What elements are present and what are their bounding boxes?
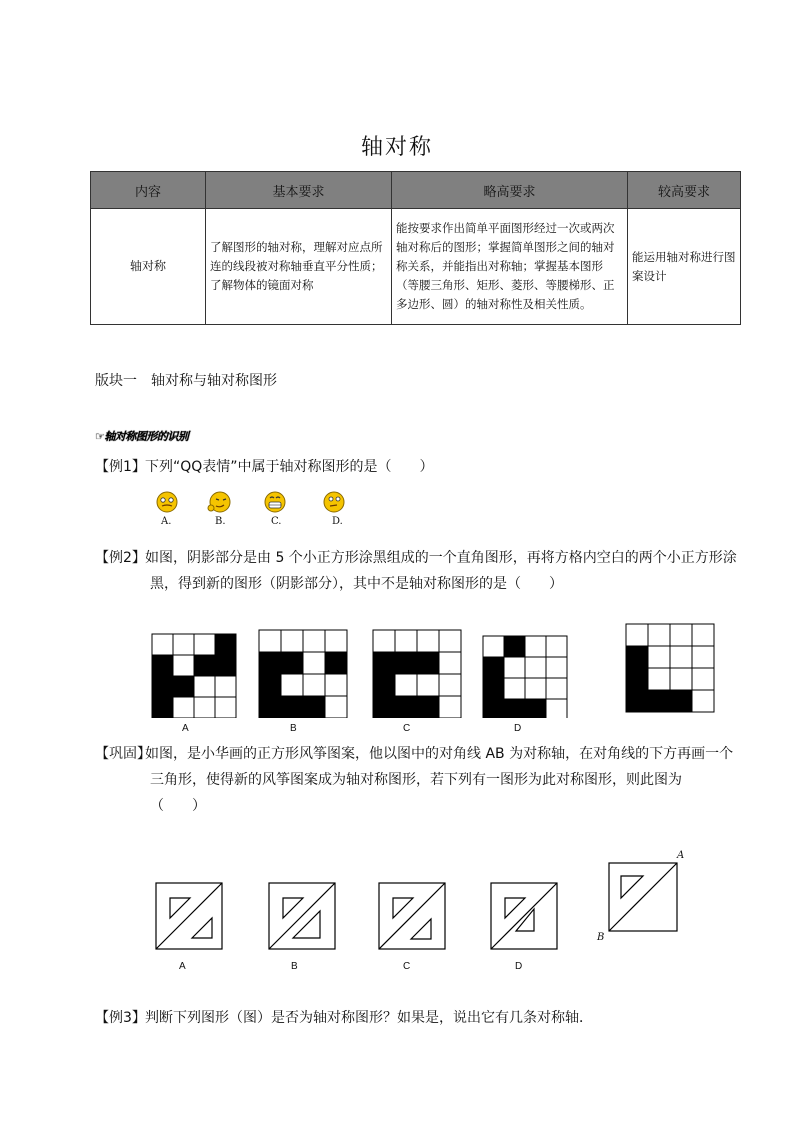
table-row: [91, 209, 741, 325]
shaded-cell: [525, 699, 546, 718]
q4-text: 判断下列图形（图）是否为轴对称图形？如果是，说出它有几条对称轴．: [145, 1010, 593, 1026]
q3-label-d: D: [515, 961, 523, 972]
shaded-cell: [325, 652, 347, 674]
header-higher: 略高要求: [392, 172, 628, 209]
q1-option-d: D.: [332, 516, 343, 527]
q1-text: 下列“QQ表情”中属于轴对称图形的是（ ）: [145, 459, 434, 475]
grid-cell: [173, 655, 194, 676]
q3-label-a: A: [179, 961, 186, 972]
grid-cell: [439, 696, 461, 718]
grid-figure-1: [152, 634, 236, 718]
grid-cell: [303, 630, 325, 652]
q2-label-d: D: [514, 723, 522, 734]
table-header-row: [91, 172, 741, 209]
grid-cell: [303, 674, 325, 696]
grid-cell: [692, 668, 714, 690]
shaded-cell: [626, 646, 648, 668]
q2-line2: 黑，得到新的图形（阴影部分），其中不是轴对称图形的是（ ）: [150, 576, 563, 592]
shaded-cell: [417, 696, 439, 718]
shaded-cell: [259, 696, 281, 718]
grid-cell: [546, 678, 567, 699]
qq-emoticons: [150, 488, 368, 532]
grid-cell: [173, 697, 194, 718]
grid-cell: [395, 674, 417, 696]
grid-cell: [417, 630, 439, 652]
grid-cell: [692, 646, 714, 668]
shaded-cell: [483, 657, 504, 678]
shaded-cell: [373, 652, 395, 674]
q3-figure-a: [156, 883, 222, 949]
q2-tag: 【例2】: [95, 550, 146, 566]
shaded-cell: [648, 690, 670, 712]
shaded-cell: [215, 655, 236, 676]
q3-line1: 如图，是小华画的正方形风筝图案，他以图中的对角线 AB 为对称轴，在对角线的下方再画一个: [145, 746, 734, 762]
shaded-cell: [152, 676, 173, 697]
grid-cell: [194, 676, 215, 697]
header-content: 内容: [91, 172, 206, 209]
q3-point-b: B: [597, 932, 605, 943]
grid-cell: [194, 634, 215, 655]
grid-cell: [152, 634, 173, 655]
grid-cell: [648, 646, 670, 668]
emoticon-c-icon: [265, 492, 285, 512]
q3-label-c: C: [403, 961, 411, 972]
q3-point-a: A: [677, 850, 685, 861]
question-2: [95, 545, 737, 571]
grid-figure-4: [483, 636, 567, 718]
q3-kite-figures: [150, 845, 710, 955]
grid-cell: [546, 636, 567, 657]
grid-figure-3: [373, 630, 461, 718]
grid-cell: [325, 696, 347, 718]
grid-cell: [173, 634, 194, 655]
grid-cell: [504, 678, 525, 699]
grid-figure-2: [259, 630, 347, 718]
grid-cell: [194, 697, 215, 718]
q1-option-c: C.: [271, 516, 282, 527]
grid-cell: [546, 699, 567, 718]
question-3: [95, 741, 733, 767]
shaded-cell: [259, 674, 281, 696]
shaded-cell: [194, 655, 215, 676]
grid-cell: [670, 646, 692, 668]
grid-cell: [648, 624, 670, 646]
grid-cell: [325, 674, 347, 696]
shaded-cell: [504, 636, 525, 657]
shaded-cell: [504, 699, 525, 718]
shaded-cell: [259, 652, 281, 674]
shaded-cell: [173, 676, 194, 697]
emoticon-d-icon: [324, 492, 344, 512]
shaded-cell: [395, 652, 417, 674]
grid-cell: [259, 630, 281, 652]
q2-grid-figures: [140, 618, 740, 718]
emoticon-b-icon: [208, 492, 230, 512]
grid-cell: [670, 624, 692, 646]
grid-cell: [325, 630, 347, 652]
shaded-cell: [281, 696, 303, 718]
shaded-cell: [626, 690, 648, 712]
q1-tag: 【例1】: [95, 459, 146, 475]
page-title: 轴对称: [360, 135, 433, 160]
q3-figure-b: [269, 883, 335, 949]
grid-cell: [417, 674, 439, 696]
q1-option-b: B.: [215, 516, 226, 527]
grid-cell: [215, 676, 236, 697]
grid-cell: [692, 690, 714, 712]
grid-cell: [525, 636, 546, 657]
shaded-cell: [152, 697, 173, 718]
q4-tag: 【例3】: [95, 1010, 146, 1026]
shaded-cell: [152, 655, 173, 676]
grid-cell: [626, 624, 648, 646]
question-1: [95, 454, 434, 480]
grid-cell: [395, 630, 417, 652]
shaded-cell: [626, 668, 648, 690]
grid-cell: [504, 657, 525, 678]
grid-cell: [692, 624, 714, 646]
grid-cell: [648, 668, 670, 690]
shaded-cell: [373, 696, 395, 718]
shaded-cell: [373, 674, 395, 696]
cell-higher: 能按要求作出简单平面图形经过一次或两次轴对称后的图形；掌握简单图形之间的轴对称关系，并能指出对称轴；掌握基本图形（等腰三角形、矩形、菱形、等腰梯形、正多边形、圆）的轴对称性及相关性质。: [392, 209, 628, 325]
grid-cell: [483, 636, 504, 657]
shaded-cell: [281, 652, 303, 674]
cell-highest: 能运用轴对称进行图案设计: [628, 209, 741, 325]
requirements-table: [90, 171, 741, 325]
shaded-cell: [483, 699, 504, 718]
q3-line2: 三角形，使得新的风筝图案成为轴对称图形，若下列有一图形为此对称图形，则此图为: [150, 772, 682, 788]
grid-cell: [525, 657, 546, 678]
q2-line1: 如图，阴影部分是由 5 个小正方形涂黑组成的一个直角图形，再将方格内空白的两个小正方形涂: [145, 550, 737, 566]
grid-cell: [439, 652, 461, 674]
header-basic: 基本要求: [206, 172, 392, 209]
shaded-cell: [303, 696, 325, 718]
q2-label-c: C: [403, 723, 411, 734]
q3-figure-c: [379, 883, 445, 949]
q3-tag: 【巩固】: [95, 746, 151, 762]
grid-cell: [215, 697, 236, 718]
shaded-cell: [483, 678, 504, 699]
emoticon-a-icon: [157, 492, 177, 512]
shaded-cell: [395, 696, 417, 718]
grid-cell: [281, 630, 303, 652]
header-highest: 较高要求: [628, 172, 741, 209]
section-title: 版块一 轴对称与轴对称图形: [95, 373, 277, 389]
question-4: [95, 1005, 593, 1031]
grid-cell: [670, 668, 692, 690]
q3-line3: （ ）: [150, 798, 206, 814]
q2-label-b: B: [290, 723, 297, 734]
grid-figure-5: [626, 624, 714, 712]
grid-cell: [525, 678, 546, 699]
q1-option-a: A.: [161, 516, 172, 527]
grid-cell: [373, 630, 395, 652]
cell-basic: 了解图形的轴对称，理解对应点所连的线段被对称轴垂直平分性质；了解物体的镜面对称: [206, 209, 392, 325]
shaded-cell: [670, 690, 692, 712]
cell-content: 轴对称: [91, 209, 206, 325]
grid-cell: [439, 674, 461, 696]
grid-cell: [439, 630, 461, 652]
q3-label-b: B: [291, 961, 298, 972]
grid-cell: [546, 657, 567, 678]
shaded-cell: [215, 634, 236, 655]
q3-reference-kite: [609, 863, 677, 931]
q3-figure-d: [491, 883, 557, 949]
section-subtitle: ☞轴对称图形的识别: [95, 430, 189, 443]
grid-cell: [281, 674, 303, 696]
grid-cell: [303, 652, 325, 674]
q2-label-a: A: [182, 723, 189, 734]
shaded-cell: [417, 652, 439, 674]
